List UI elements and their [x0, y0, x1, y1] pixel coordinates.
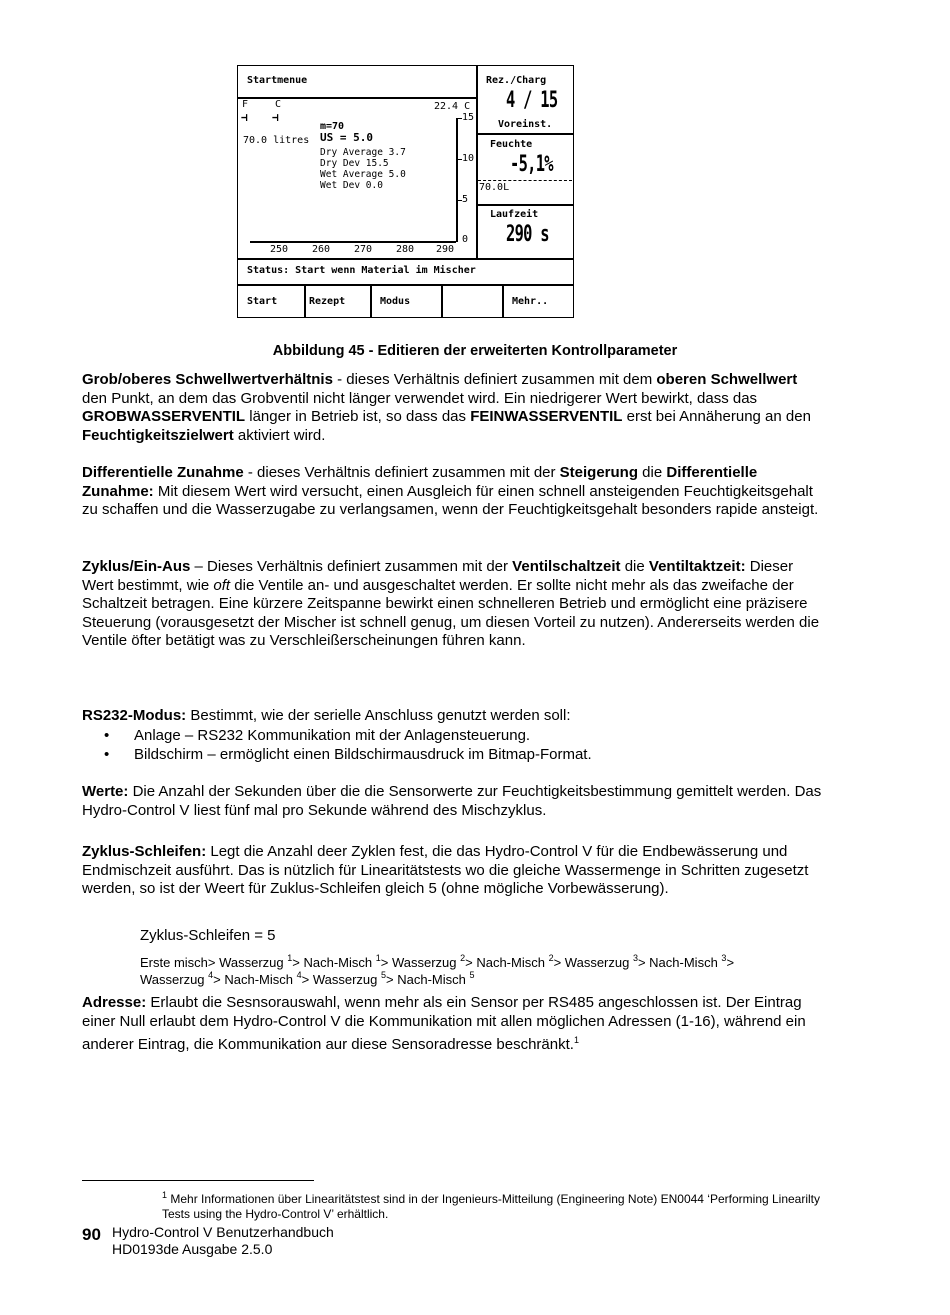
y-axis [456, 118, 458, 242]
status-line: Status: Start wenn Material im Mischer [247, 265, 476, 276]
y-tick: 0 [462, 234, 469, 245]
paragraph-adresse: Adresse: Erlaubt die Sesnsorauswahl, wenn mehr als ein Sensor per RS485 angeschlossen ist. Der Eintrag einer Null erlaubt dem Hydro-Control V die Kommunikation mit allen möglichen Adressen (1-16), während ein anderer Eintrag, die Kommunikation aur diese Sensoradresse beschränkt.$^1$ [82, 994, 806, 1053]
lcd-screenshot [237, 65, 574, 318]
page-number: 90 [82, 1225, 101, 1244]
dry-average: Dry Average 3.7 [320, 147, 406, 158]
x-tick: 280 [396, 244, 415, 255]
wet-dev: Wet Dev 0.0 [320, 180, 383, 191]
modus-button[interactable]: Modus [380, 296, 411, 307]
paragraph-grob: Grob/oberes Schwellwertverhältnis - dieses Verhältnis definiert zusammen mit dem oberen Schwellwert den Punkt, an dem das Grobventil nicht länger verwendet wird. Ein niedrigerer Wert bewirkt, dass das GROBWASSERVENTIL länger in Betrieb ist, so dass das FEINWASSERVENTIL erst bei Annäherung an den Feuchtigkeitszielwert aktiviert wird. [82, 371, 811, 444]
list-item: • Anlage – RS232 Kommunikation mit der Anlagensteuerung. [82, 726, 592, 745]
dry-dev: Dry Dev 15.5 [320, 158, 389, 169]
level-line [478, 180, 572, 181]
y-tick: 5 [462, 194, 469, 205]
x-tick: 250 [270, 244, 289, 255]
footer [112, 1224, 334, 1258]
x-tick: 290 [436, 244, 455, 255]
y-tick: 10 [462, 153, 475, 164]
paragraph-differentielle: Differentielle Zunahme - dieses Verhältnis definiert zusammen mit der Steigerung die Differentielle Zunahme: Mit diesem Wert wird versucht, einen Ausgleich für einen schnell ansteigenden Feuchtigkeitsgehalt zu schaffen und die Wasserzugabe zu verlangsamen, wenn der Feuchtigkeitsgehalt besonders rapide ansteigt. [82, 464, 819, 518]
feuchte-label: Feuchte [490, 139, 533, 150]
valve-icon: ⊣ [272, 111, 279, 124]
cycle-sequence: Erste misch> Wasserzug $^1$> Nach-Misch $^1$> Wasserzug $^2$> Nach-Misch $^2$> Wasserzug $^3$> Nach-Misch $^3$> Wasserzug $^4$> Nach-Misch $^4$> Wasserzug $^5$> Nach-Misch $^5$ [140, 953, 735, 987]
footer-title: Hydro-Control V Benutzerhandbuch [112, 1224, 334, 1240]
rs232-list [82, 726, 592, 764]
wet-average: Wet Average 5.0 [320, 169, 406, 180]
figure-caption: Abbildung 45 - Editieren der erweiterten Kontrollparameter [272, 343, 678, 359]
paragraph-rs232: RS232-Modus: Bestimmt, wie der serielle Anschluss genutzt werden soll: [82, 707, 571, 724]
x-tick: 270 [354, 244, 373, 255]
laufzeit-value: 290 s [506, 222, 549, 247]
us-value: US = 5.0 [320, 131, 373, 144]
m-value: m=70 [320, 121, 345, 132]
litres: 70.0 litres [243, 135, 310, 146]
list-item: • Bildschirm – ermöglicht einen Bildschirmausdruck im Bitmap-Format. [82, 745, 592, 764]
litres-small: 70.0L [479, 182, 510, 193]
footer-edition: HD0193de Ausgabe 2.5.0 [112, 1241, 273, 1257]
feuchte-value: -5,1% [510, 152, 553, 177]
temperature: 22.4 C [434, 101, 471, 112]
paragraph-werte: Werte: Die Anzahl der Sekunden über die die Sensorwerte zur Feuchtigkeitsbestimmung gemittelt werden. Das Hydro-Control V liest fünf mal pro Sekunde während des Mischzyklus. [82, 783, 822, 819]
laufzeit-label: Laufzeit [490, 209, 539, 220]
footnote-divider [82, 1180, 314, 1181]
rez-value: 4 / 15 [506, 88, 558, 113]
footnote-ref[interactable]: 1 [573, 1035, 579, 1045]
rezept-button[interactable]: Rezept [309, 296, 346, 307]
start-button[interactable]: Start [247, 296, 278, 307]
rez-label: Rez./Charg [486, 75, 547, 86]
x-axis [250, 241, 456, 243]
label-c: C [275, 99, 282, 110]
formula: Zyklus-Schleifen = 5 [140, 927, 276, 944]
y-tick: 15 [462, 112, 475, 123]
paragraph-zyklus: Zyklus/Ein-Aus – Dieses Verhältnis definiert zusammen mit der Ventilschaltzeit die Ventiltaktzeit: Dieser Wert bestimmt, wie oft die Ventile an- und ausgeschaltet werden. Er sollte nicht mehr als das zweifache der Schaltzeit betragen. Eine kürzere Zeitspanne bewirkt einen schnelleren Betrieb und ermöglicht eine präzisere Steuerung (vorausgesetzt der Mischer ist schnell genug, um diesen Vorteil zu nutzen). Andererseits werden die Ventile öfter betätigt was zu Verschleißerscheinungen führen kann. [82, 558, 820, 649]
screen-title: Startmenue [247, 75, 308, 86]
voreinst-label: Voreinst. [498, 119, 553, 130]
paragraph-zyklus-schleifen: Zyklus-Schleifen: Legt die Anzahl deer Zyklen fest, die das Hydro-Control V für die Endbewässerung und Endmischzeit ausführt. Das is nützlich für Linearitätstests wo die gleiche Wassermenge in Schritten zugesetzt werden, so ist der Weert für Zuklus-Schleifen gleich 5 (ohne mögliche Vorbewässerung). [82, 843, 809, 897]
x-tick: 260 [312, 244, 331, 255]
footnote: $^1$ Mehr Informationen über Linearitätstest sind in der Ingenieurs-Mitteilung (Engineering Note) EN0044 ‘Performing Linearilty Tests using the Hydro-Control V’ erhältlich. [162, 1190, 821, 1221]
mehr-button[interactable]: Mehr.. [512, 296, 549, 307]
label-f: F [242, 99, 249, 110]
valve-icon: ⊣ [241, 111, 248, 124]
